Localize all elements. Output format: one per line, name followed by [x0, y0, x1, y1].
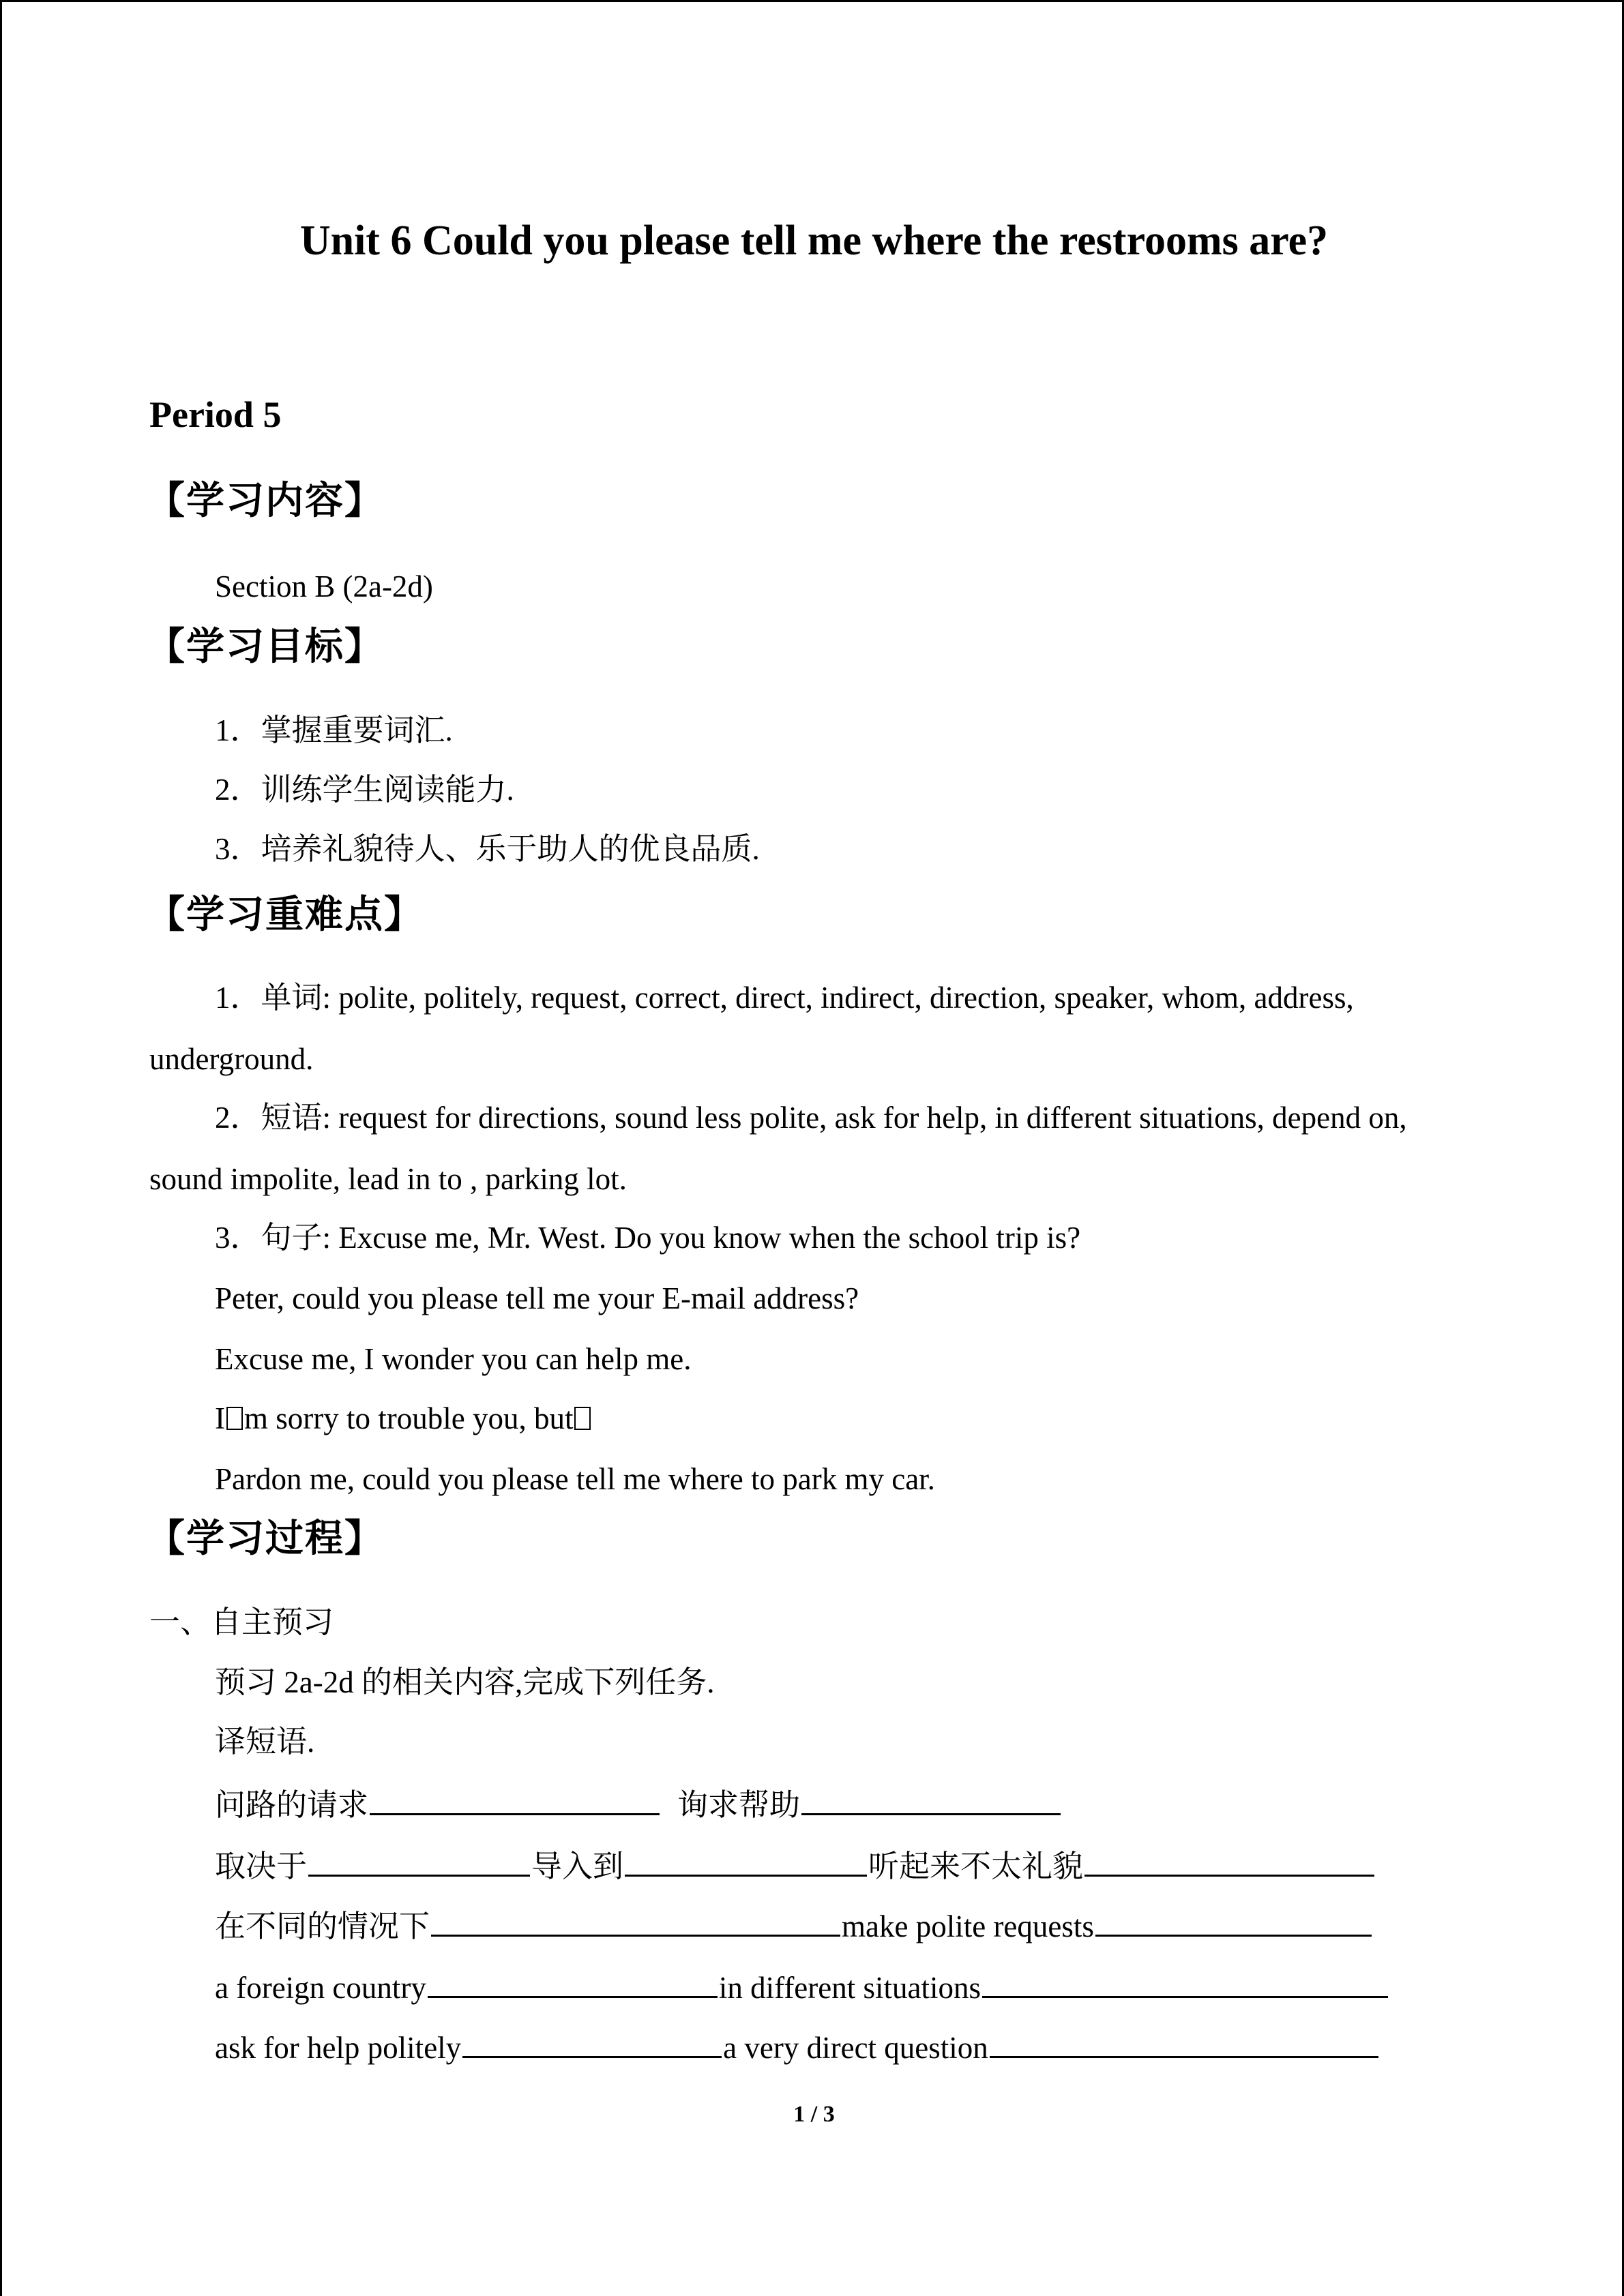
missing-glyph-box	[226, 1407, 243, 1430]
missing-glyph-box	[574, 1407, 591, 1430]
key-words-line-continued: underground.	[149, 1042, 314, 1076]
key-phrases-line: 2．短语: request for directions, sound less polite, ask for help, in different situations, depend on,	[215, 1101, 1407, 1135]
exercise-prompt: a very direct question	[723, 2031, 988, 2065]
process-task: 译短语.	[215, 1725, 315, 1759]
exercise-prompt: 听起来不太礼貌	[868, 1849, 1084, 1883]
exercise-prompt: 导入到	[531, 1849, 624, 1883]
answer-blank[interactable]	[370, 1782, 660, 1815]
sentence-text-part: m sorry to trouble you, but	[244, 1401, 574, 1435]
exercise-prompt: 在不同的情况下	[215, 1909, 430, 1943]
key-sentences-line: 3．句子: Excuse me, Mr. West. Do you know when the school trip is?	[215, 1221, 1081, 1255]
sentence-item: Pardon me, could you please tell me where to park my car.	[215, 1462, 935, 1496]
sentence-text-part: I	[215, 1401, 225, 1435]
section-heading-objectives: 【学习目标】	[147, 625, 384, 669]
sentence-item: Excuse me, I wonder you can help me.	[215, 1342, 692, 1376]
exercise-prompt: a foreign country	[215, 1971, 426, 2005]
exercise-prompt: 取决于	[215, 1849, 308, 1883]
exercise-row	[215, 2025, 1380, 2068]
section-heading-process: 【学习过程】	[147, 1517, 384, 1561]
exercise-row	[215, 1965, 1389, 2008]
answer-blank[interactable]	[308, 1843, 530, 1877]
key-words-line: 1．单词: polite, politely, request, correct, direct, indirect, direction, speaker, whom, address,	[215, 981, 1354, 1015]
process-instruction: 预习 2a-2d 的相关内容,完成下列任务.	[215, 1665, 715, 1699]
exercise-row	[215, 1843, 1376, 1887]
answer-blank[interactable]	[462, 2025, 722, 2058]
process-subheading: 一、自主预习	[149, 1605, 334, 1639]
objective-item: 2．训练学生阅读能力.	[215, 773, 514, 807]
content-text: Section B (2a-2d)	[215, 569, 433, 603]
answer-blank[interactable]	[431, 1903, 840, 1937]
exercise-prompt: in different situations	[718, 1971, 981, 2005]
exercise-prompt: 询求帮助	[677, 1788, 801, 1822]
objective-item: 1．掌握重要词汇.	[215, 713, 453, 747]
answer-blank[interactable]	[1084, 1843, 1374, 1877]
sentence-item: Peter, could you please tell me your E-mail address?	[215, 1281, 859, 1315]
sentence-item-sorry	[215, 1398, 592, 1439]
answer-blank[interactable]	[990, 2025, 1378, 2058]
exercise-prompt: ask for help politely	[215, 2031, 462, 2065]
page-number: 1 / 3	[793, 2102, 835, 2127]
objective-item: 3．培养礼貌待人、乐于助人的优良品质.	[215, 832, 760, 866]
answer-blank[interactable]	[625, 1843, 867, 1877]
answer-blank[interactable]	[1095, 1903, 1372, 1937]
document-title: Unit 6 Could you please tell me where the restrooms are?	[299, 218, 1329, 264]
exercise-row	[215, 1903, 1373, 1947]
key-phrases-line-continued: sound impolite, lead in to , parking lot.	[149, 1162, 627, 1196]
period-label: Period 5	[149, 394, 282, 435]
answer-blank[interactable]	[801, 1782, 1061, 1815]
exercise-prompt: 问路的请求	[215, 1788, 369, 1822]
exercise-prompt: make polite requests	[842, 1909, 1094, 1943]
answer-blank[interactable]	[982, 1965, 1388, 1998]
section-heading-content: 【学习内容】	[147, 479, 384, 523]
answer-blank[interactable]	[428, 1965, 718, 1998]
exercise-row	[215, 1782, 1062, 1825]
section-heading-key-points: 【学习重难点】	[147, 893, 424, 937]
